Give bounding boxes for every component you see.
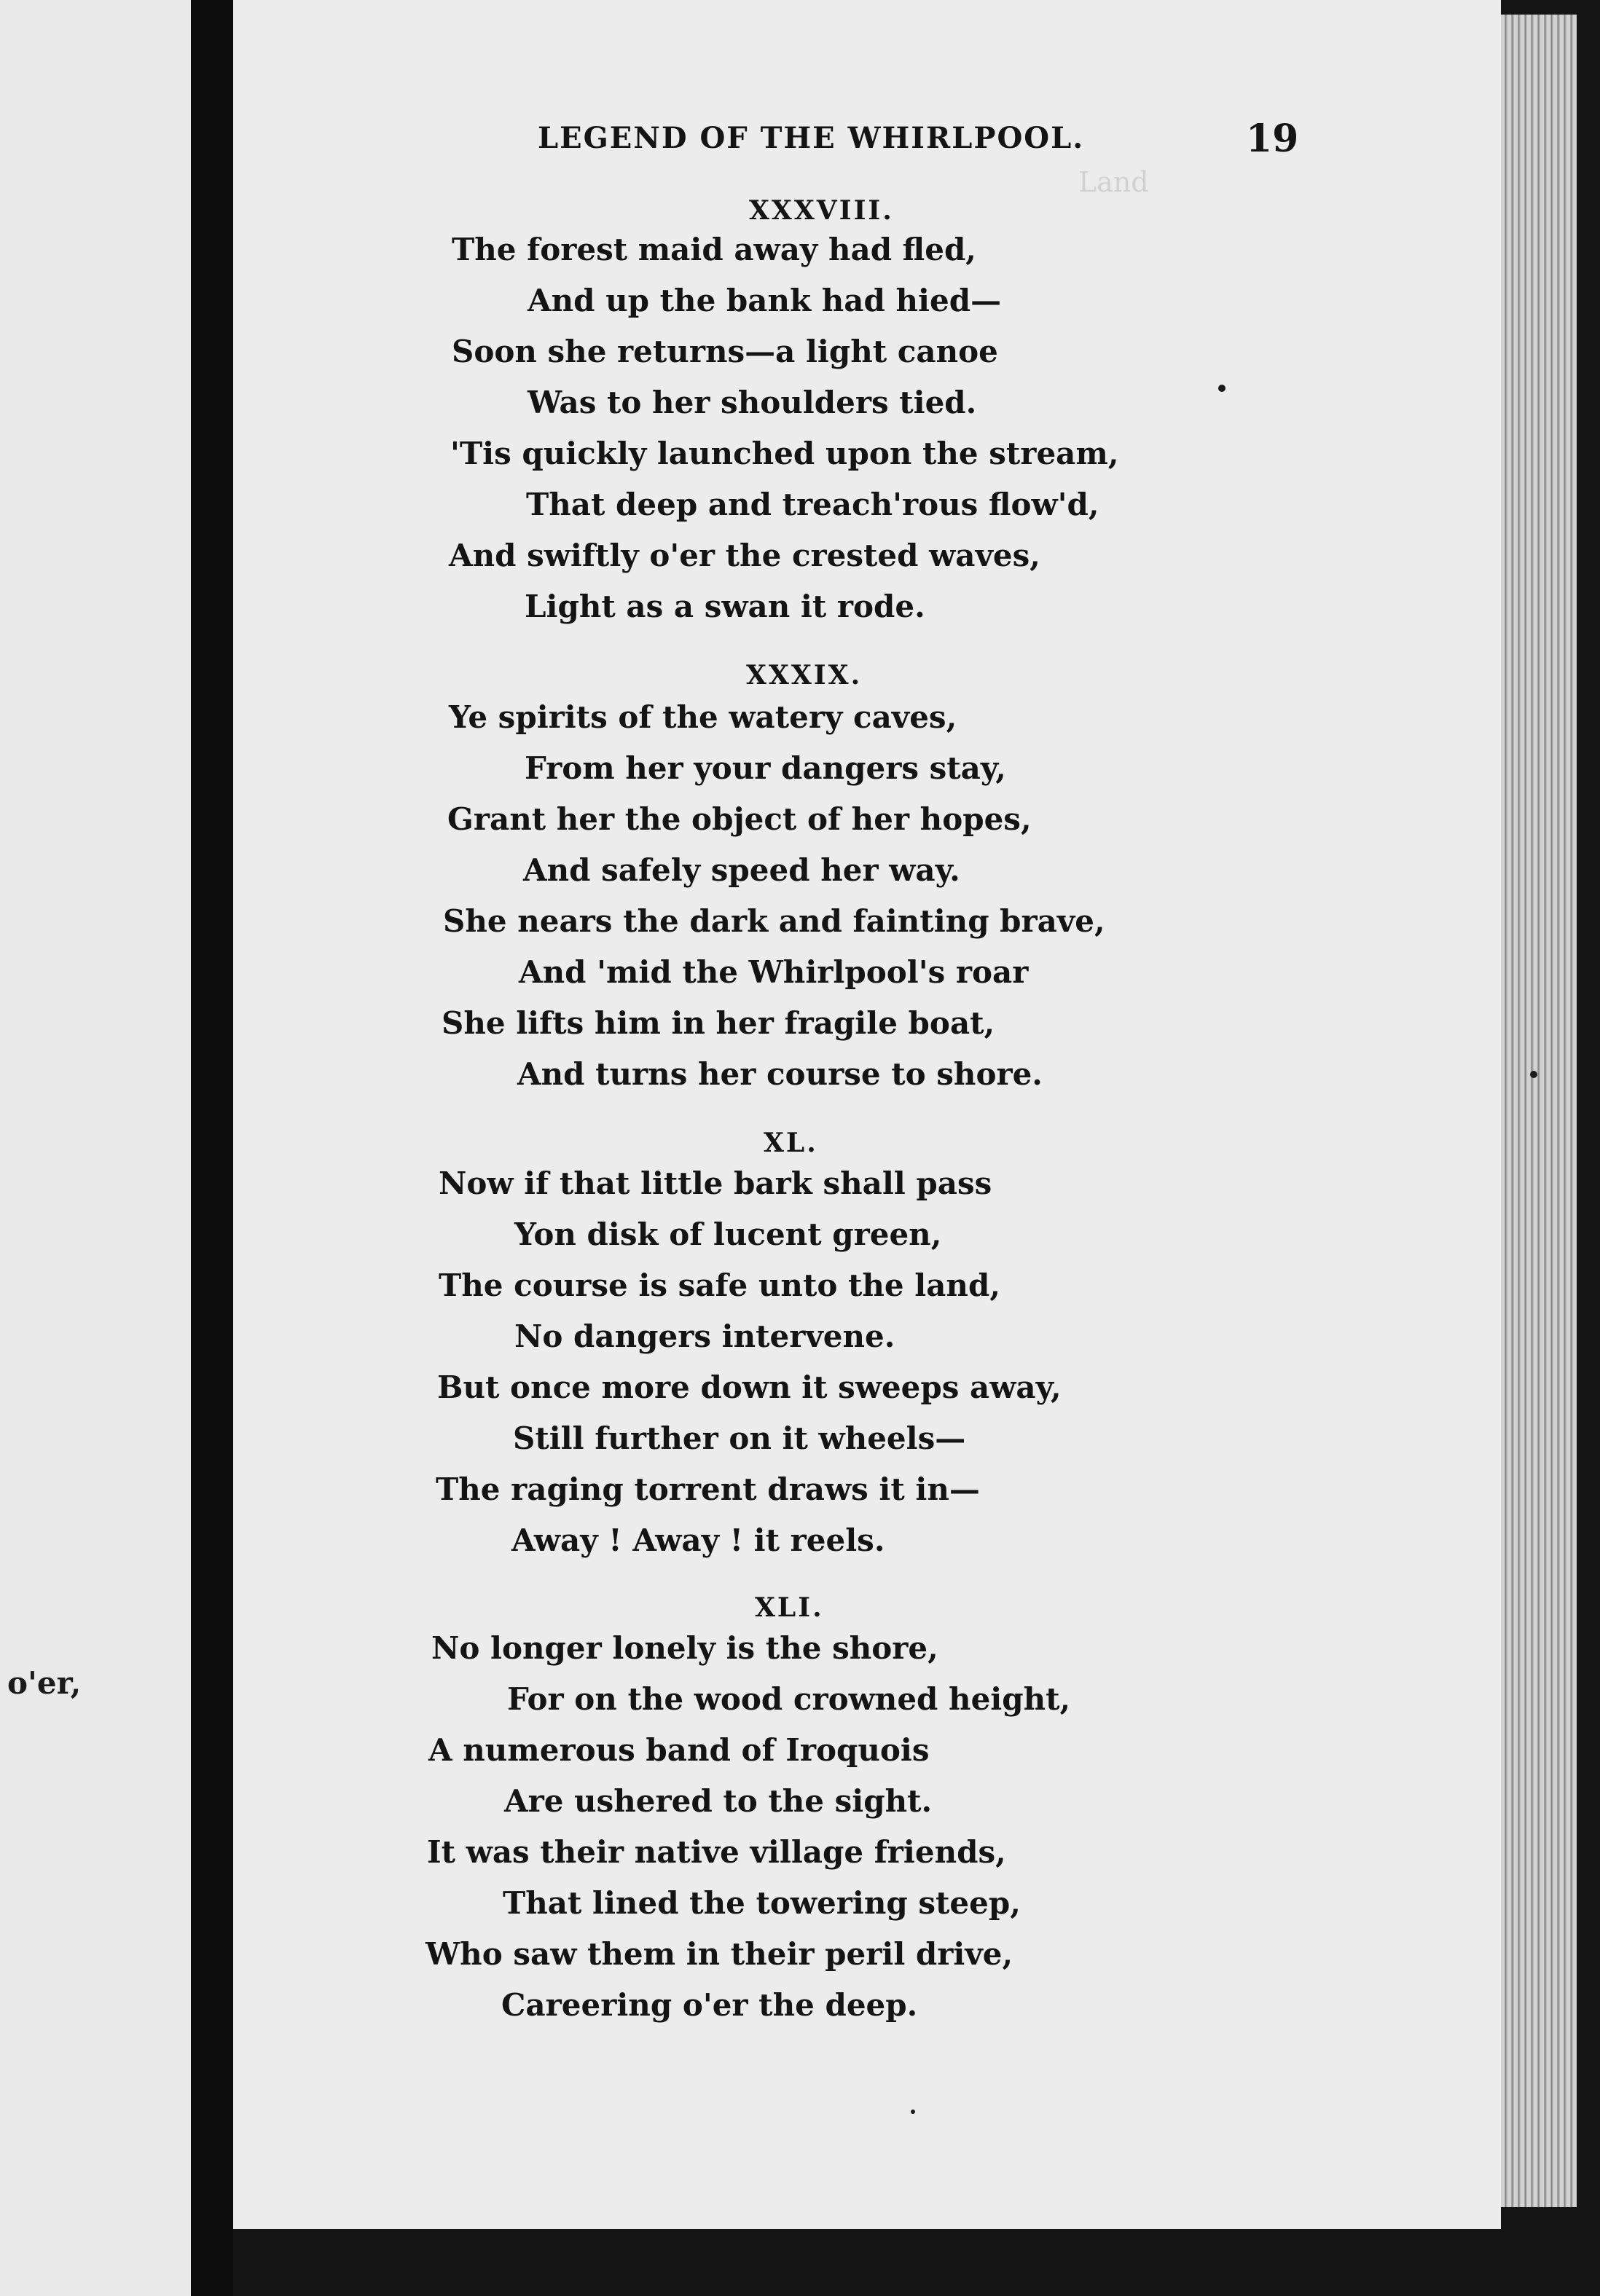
verse-line: But once more down it sweeps away, xyxy=(437,1369,1062,1405)
verse-line: Now if that little bark shall pass xyxy=(439,1165,992,1201)
verse-line: Are ushered to the sight. xyxy=(504,1783,933,1819)
stanza-heading: XXXIX. xyxy=(746,660,863,691)
verse-line: And turns her course to shore. xyxy=(517,1056,1043,1092)
stanza-heading: XLI. xyxy=(755,1592,824,1623)
left-page xyxy=(0,0,191,2296)
verse-line: It was their native village friends, xyxy=(427,1834,1006,1870)
verse-line: Ye spirits of the watery caves, xyxy=(449,699,957,735)
book-gutter xyxy=(191,0,233,2296)
verse-line: She nears the dark and fainting brave, xyxy=(443,903,1105,939)
verse-line: The raging torrent draws it in— xyxy=(436,1471,980,1507)
verse-line: That deep and treach'rous flow'd, xyxy=(526,487,1099,522)
verse-line: Still further on it wheels— xyxy=(513,1420,966,1456)
verse-line: For on the wood crowned height, xyxy=(507,1681,1071,1717)
verse-line: 'Tis quickly launched upon the stream, xyxy=(450,436,1119,471)
verse-line: Away ! Away ! it reels. xyxy=(511,1522,885,1558)
print-speck xyxy=(1218,385,1226,392)
verse-line: And up the bank had hied— xyxy=(528,283,1002,318)
verse-line: Grant her the object of her hopes, xyxy=(447,801,1032,837)
verse-line: She lifts him in her fragile boat, xyxy=(442,1005,995,1041)
page-edges xyxy=(1501,15,1577,2207)
verse-line: No longer lonely is the shore, xyxy=(431,1630,938,1666)
page-number: 19 xyxy=(1246,117,1299,161)
running-title: LEGEND OF THE WHIRLPOOL. xyxy=(538,121,1085,155)
verse-line: Was to her shoulders tied. xyxy=(528,385,977,420)
verse-line: Light as a swan it rode. xyxy=(525,589,925,624)
verse-line: Who saw them in their peril drive, xyxy=(426,1936,1013,1972)
verse-line: No dangers intervene. xyxy=(514,1318,895,1354)
verse-line: And swiftly o'er the crested waves, xyxy=(449,538,1040,573)
verse-line: Yon disk of lucent green, xyxy=(514,1216,942,1252)
stanza-heading: XXXVIII. xyxy=(749,195,894,226)
verse-line: And safely speed her way. xyxy=(523,852,960,888)
verse-line: From her your dangers stay, xyxy=(525,750,1006,786)
verse-line: That lined the towering steep, xyxy=(503,1885,1021,1921)
bleed-through: ⁠ ⁠ xyxy=(1005,1420,1015,1452)
verse-line: And 'mid the Whirlpool's roar xyxy=(519,954,1029,990)
verse-line: Careering o'er the deep. xyxy=(501,1987,918,2023)
stanza-heading: XL. xyxy=(764,1128,818,1158)
bleed-through: Land ⁠ ⁠ ⁠ ⁠ xyxy=(1078,166,1185,198)
verse-line: The course is safe unto the land, xyxy=(439,1267,1000,1303)
left-page-text-fragment: o'er, xyxy=(7,1665,82,1701)
print-speck xyxy=(911,2110,915,2114)
verse-line: The forest maid away had fled, xyxy=(452,232,976,267)
verse-line: Soon she returns—a light canoe xyxy=(452,334,998,369)
verse-line: A numerous band of Iroquois xyxy=(428,1732,930,1768)
print-speck xyxy=(1530,1071,1537,1078)
